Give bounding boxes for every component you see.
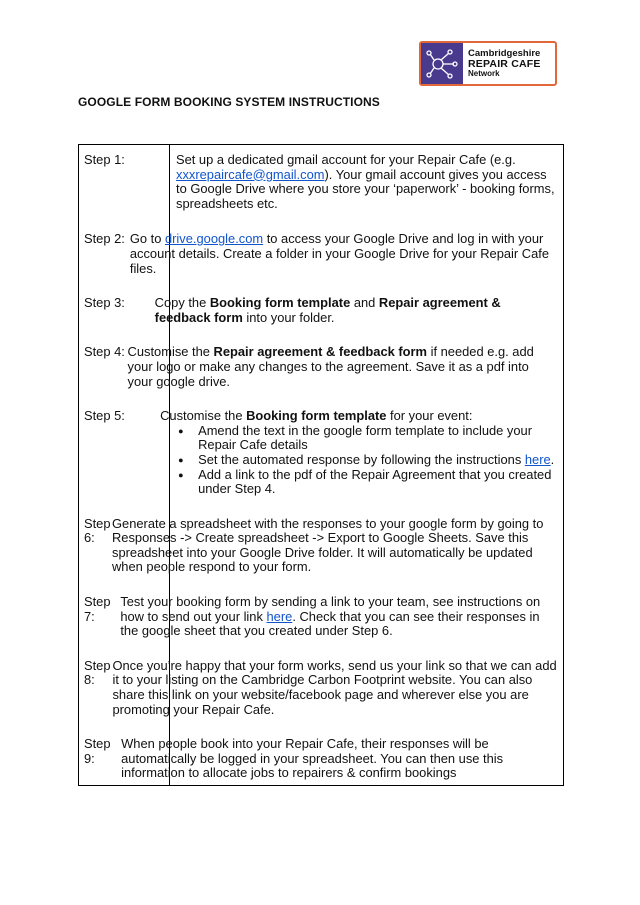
step-label: Step 8: xyxy=(84,657,111,688)
gmail-link[interactable]: xxxrepaircafe@gmail.com xyxy=(176,166,325,182)
step-label: Step 3: xyxy=(84,295,125,311)
send-link-here-link[interactable]: here xyxy=(266,608,293,624)
network-nodes-icon xyxy=(421,43,463,84)
step-label: Step 4: xyxy=(84,344,125,360)
list-item: ● Set the automated response by following the instructions here. xyxy=(198,453,557,468)
step-label: Step 1: xyxy=(79,145,170,786)
logo-line-2: REPAIR CAFE xyxy=(468,57,541,70)
table-row xyxy=(79,145,564,786)
page-title: GOOGLE FORM BOOKING SYSTEM INSTRUCTIONS xyxy=(78,95,380,109)
drive-link[interactable]: drive.google.com xyxy=(164,231,264,247)
logo-line-1: Cambridgeshire xyxy=(468,47,541,59)
instructions-here-link[interactable]: here xyxy=(524,451,551,467)
logo-line-3: Network xyxy=(468,68,500,78)
list-item: ● Add a link to the pdf of the Repair Agreement that you created under Step 4. xyxy=(198,468,557,497)
step-content: Set up a dedicated gmail account for your Repair Cafe (e.g. xxxrepaircafe@gmail.com). Your gmail account gives you access to Google Drive where you store your ‘paperwork’ - booking forms, spreadsheets etc. Step 2: Go to drive.google.com to access your Google Drive and log in with your account details. Create a folder in your Google Drive for your Repair Cafe files. Step 3: Copy the Booking form template and Repair agreement & feedback form into your folder. Step 4: Customise the Repair agreement & feedback form if needed e.g. add your logo or make any changes to the agreement. Save it as a pdf into your google drive. Step 5: Customise the Booking form template for your event: ● Amend the text in the google form template to include your Repair Cafe details ● Set the automated response by following the instructions here. ● Add a link to the pdf of the Repair Agreement that you created under Step 4. Step 6: Generate a spreadsheet with the responses to your google form by going to Responses -> Create spreadsheet -> Export to Google Sheets. Save this spreadsheet into your Google Drive folder. It will automatically be updated when people respond to your form. Step 7: Test your booking form by sending a link to your team, see instructions on how to send out your link here. Check that you can see their responses in the google sheet that you created under Step 6. Step 8: Once you’re happy that your form works, send us your link so that we can add it to your listing on the Cambridge Carbon Footprint website. You can also share this link on your website/facebook page and wherever else you are promoting your Repair Cafe. Step 9: When people book into your Repair Cafe, their responses will be automatically be logged in your spreadsheet. You can then use this information to allocate jobs to repairers & confirm bookings xyxy=(170,145,564,786)
repair-cafe-logo xyxy=(419,41,557,86)
step-label: Step 5: xyxy=(84,408,125,424)
step-label: Step 7: xyxy=(84,594,111,624)
instructions-table xyxy=(78,144,564,786)
list-item: ● Amend the text in the google form template to include your Repair Cafe details xyxy=(198,424,557,453)
step-label: Step 6: xyxy=(84,515,111,546)
step-label: Step 9: xyxy=(84,736,111,766)
step-label: Step 2: xyxy=(84,231,125,247)
